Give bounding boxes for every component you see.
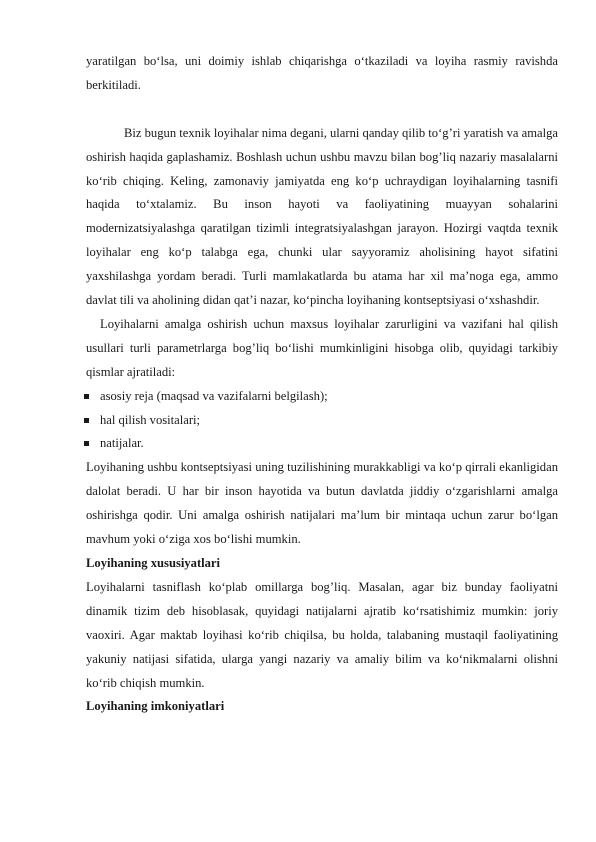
list-item — [86, 432, 558, 456]
paragraph-gap — [86, 98, 558, 122]
square-bullet-icon — [84, 418, 89, 423]
list-item-text: hal qilish vositalari; — [100, 412, 201, 427]
intro-paragraph: yaratilgan bo‘lsa, uni doimiy ishlab chiqarishga o‘tkaziladi va loyiha rasmiy ravishda berkitiladi. — [86, 54, 558, 92]
section-heading-features: Loyihaning xususiyatlari — [86, 556, 221, 571]
body-paragraph-1: Biz bugun texnik loyihalar nima degani, ularni qanday qilib to‘g’ri yaratish va amalga oshirish haqida gaplashamiz. Boshlash uchun ushbu mavzu bilan bog’liq nazariy masalalarni ko‘rib chiqing. Keling, zamonaviy jamiyatda eng ko‘p uchraydigan loyihalarning tasnifi haqida to‘xtalamiz. Bu inson hayoti va faoliyatining muayyan sohalarini modernizatsiyalashga qaratilgan tizimli integratsiyalashgan jarayon. Hozirgi vaqtda texnik loyihalar eng ko‘p talabga ega, chunki ular sayyoramiz aholisining hayot sifatini yaxshilashga yordam beradi. Turli mamlakatlarda bu atama har xil ma’noga ega, ammo davlat tili va aholining didan qat’i nazar, ko‘pincha loyihaning kontseptsiyasi o‘xshashdir. — [86, 125, 559, 308]
components-list — [86, 385, 558, 457]
list-item-text: natijalar. — [100, 436, 144, 451]
body-paragraph-3: Loyihaning ushbu kontseptsiyasi uning tuzilishining murakkabligi va ko‘p qirrali ekanligidan dalolat beradi. U har bir inson hayotida va butun davlatda jiddiy o‘zgarishlarni amalga oshirishga qodir. Uni amalga oshirish natijalari ma’lum bir mintaqa uchun zarur bo‘lgan mavhum yoki o‘ziga xos bo‘lishi mumkin. — [86, 460, 558, 547]
square-bullet-icon — [84, 394, 89, 399]
list-item — [86, 409, 558, 433]
list-item-text: asosiy reja (maqsad va vazifalarni belgilash); — [100, 388, 328, 403]
document-page — [86, 50, 558, 719]
section-heading-capabilities: Loyihaning imkoniyatlari — [86, 699, 225, 714]
body-paragraph-2: Loyihalarni amalga oshirish uchun maxsus loyihalar zarurligini va vazifani hal qilish usullari turli parametrlarga bog’liq bo‘lishi mumkinligini hisobga olib, quyidagi tarkibiy qismlar ajratiladi: — [86, 316, 558, 379]
body-paragraph-4: Loyihalarni tasniflash ko‘plab omillarga bog’liq. Masalan, agar biz bunday faoliyatni dinamik tizim deb hisoblasak, quyidagi natijalarni ajratib ko‘rsatishimiz mumkin: joriy vaoxiri. Agar maktab loyihasi ko‘rib chiqilsa, bu holda, talabaning mustaqil faoliyatining yakuniy natijasi sifatida, ularga yangi nazariy va amaliy bilim va ko‘nikmalarni olishni ko‘rib chiqish mumkin. — [86, 579, 558, 690]
list-item — [86, 385, 558, 409]
square-bullet-icon — [84, 441, 89, 446]
